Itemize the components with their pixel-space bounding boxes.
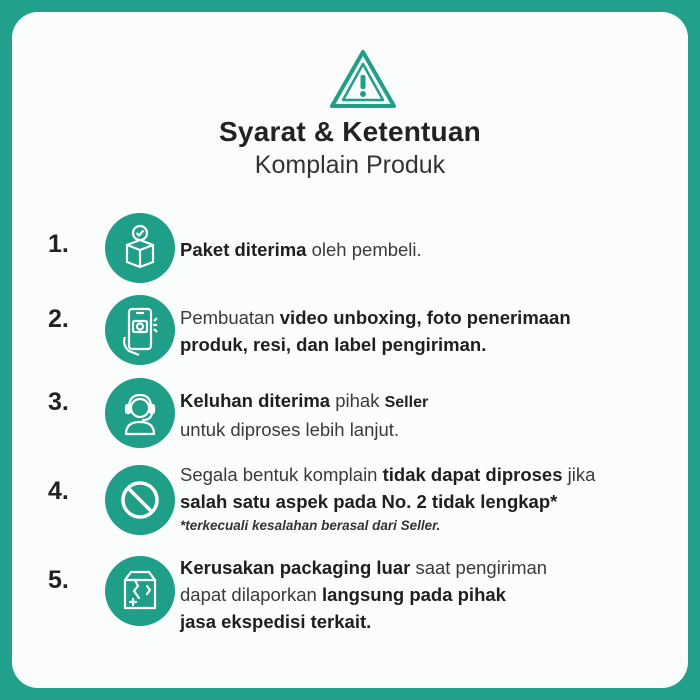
item-text: Segala bentuk komplain tidak dapat diproses jika salah satu aspek pada No. 2 tidak lengkap* *terkecuali kesalahan berasal dari Seller. (180, 461, 595, 537)
page-subtitle: Komplain Produk (254, 151, 446, 179)
item-text: Pembuatan video unboxing, foto penerimaan produk, resi, dan label pengiriman. (180, 307, 571, 355)
terms-card (12, 12, 688, 688)
item-text: Kerusakan packaging luar saat pengiriman dapat dilaporkan langsung pada pihak jasa ekspedisi terkait. (180, 557, 548, 632)
customer-service-icon (105, 378, 175, 448)
item-number: 5. (48, 566, 69, 594)
item-number: 3. (48, 388, 69, 416)
item-number: 2. (48, 305, 69, 333)
page-title: Syarat & Ketentuan (219, 116, 481, 147)
package-check-icon (105, 213, 175, 283)
item-number: 4. (48, 477, 69, 505)
footnote: *terkecuali kesalahan berasal dari Seller. (180, 518, 441, 533)
damaged-package-icon (105, 556, 175, 626)
prohibited-icon (105, 465, 175, 535)
warning-triangle-icon (328, 48, 398, 110)
phone-camera-icon (105, 295, 175, 365)
item-number: 1. (48, 230, 69, 258)
item-text: Keluhan diterima pihak Seller untuk diproses lebih lanjut. (180, 390, 429, 440)
item-text: Paket diterima oleh pembeli. (180, 239, 422, 260)
